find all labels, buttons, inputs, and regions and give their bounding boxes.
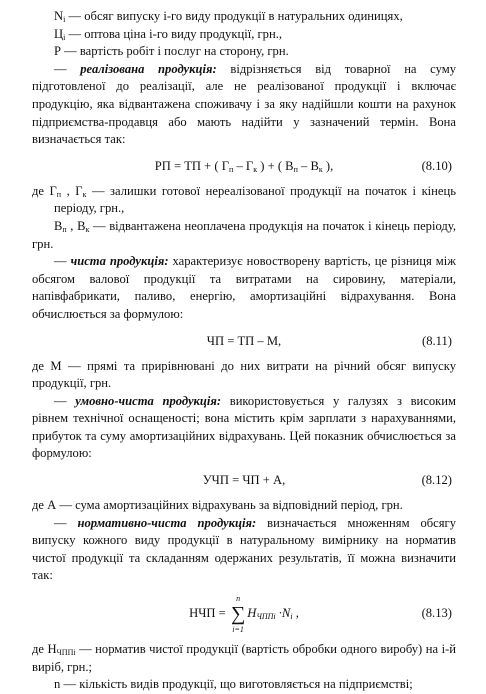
- equation-number: (8.13): [421, 606, 452, 621]
- def-n: n — кількість видів продукції, що виготовляється на підприємстві;: [54, 677, 413, 692]
- equation-8-12: УЧП = ЧП + А, (8.12): [32, 465, 456, 495]
- def-line-price: $Ц_і$ — оптова ціна і-го виду продукції, грн.,: [54, 26, 282, 42]
- paragraph-normative-net: — нормативно-чиста продукція: визначається множенням обсягу випуску кожного виду продукції в натуральному вимірнику на норматив чистої продукції та складанням одержаних результатів, її можна визначити так:: [32, 515, 456, 583]
- summation-sign: n ∑ i=1: [230, 594, 246, 635]
- equation-8-10: РП = ТП + ( $Г_п - Г_к$ ) + ( $В_п - В_к$ ), (8.10): [32, 151, 456, 181]
- def-h: де $Н_{ЧППі}$ — норматив чистої продукції (вартість обробки одного виробу) на i-й виріб, грн.;: [32, 642, 456, 674]
- paragraph-realized-product: — реалізована продукція: відрізняється від товарної на суму підготовленої до реалізації, але не реалізованої продукції і включає продукцію, яка відвантажена споживачу і за яку надійшли кошти на рахунок підприємства-продавця або мають надійти у зазначений термін. Вона визначається так:: [32, 61, 456, 147]
- equation-8-13: НЧП = n ∑ i=1 $H_{ЧППі} \cdot N_i$ , (8.13): [32, 587, 456, 639]
- term-conditional-net: умовно-чиста продукція:: [75, 393, 222, 408]
- paragraph-conditional-net: — умовно-чиста продукція: використовується у галузях з високим рівнем технічної оснащеності; вона містить крім зарплати з нарахуваннями, прибуток та суму амортизаційних відрахувань. Цей показник обчислюється за формулою:: [32, 393, 456, 461]
- def-a: де А — сума амортизаційних відрахувань за відповідний період, грн.: [32, 498, 403, 513]
- equation-number: (8.12): [421, 473, 452, 488]
- paragraph-net-product: — чиста продукція: характеризує новостворену вартість, це різниця між обсягом валової продукції та витратами на сировину, матеріали, напівфабрикати, паливо, енергію, амортизаційні відрахування. Вона обчислюється за формулою:: [32, 254, 456, 321]
- def-g: де $Г_п$ , $Г_к$ — залишки готової нереалізованої продукції на початок і кінець періоду, грн.,: [32, 183, 456, 216]
- term-normative-net: нормативно-чиста продукція:: [77, 515, 257, 530]
- def-v: $В_п$ , $В_к$ — відвантажена неоплачена продукція на початок і кінець періоду, грн.: [32, 218, 456, 251]
- def-line-works: Р — вартість робіт і послуг на сторону, грн.: [54, 44, 289, 59]
- term-realized: реалізована продукція:: [80, 61, 217, 76]
- def-line-n: $N_i$ — обсяг випуску і-го виду продукції в натуральних одиницях,: [54, 9, 403, 24]
- equation-8-11: ЧП = ТП – М, (8.11): [32, 326, 456, 356]
- term-net: чиста продукція:: [70, 254, 169, 269]
- equation-number: (8.11): [422, 333, 452, 348]
- def-m: де М — прямі та прирівнювані до них витрати на річний обсяг випуску продукції, грн.: [32, 358, 456, 391]
- equation-number: (8.10): [421, 158, 452, 173]
